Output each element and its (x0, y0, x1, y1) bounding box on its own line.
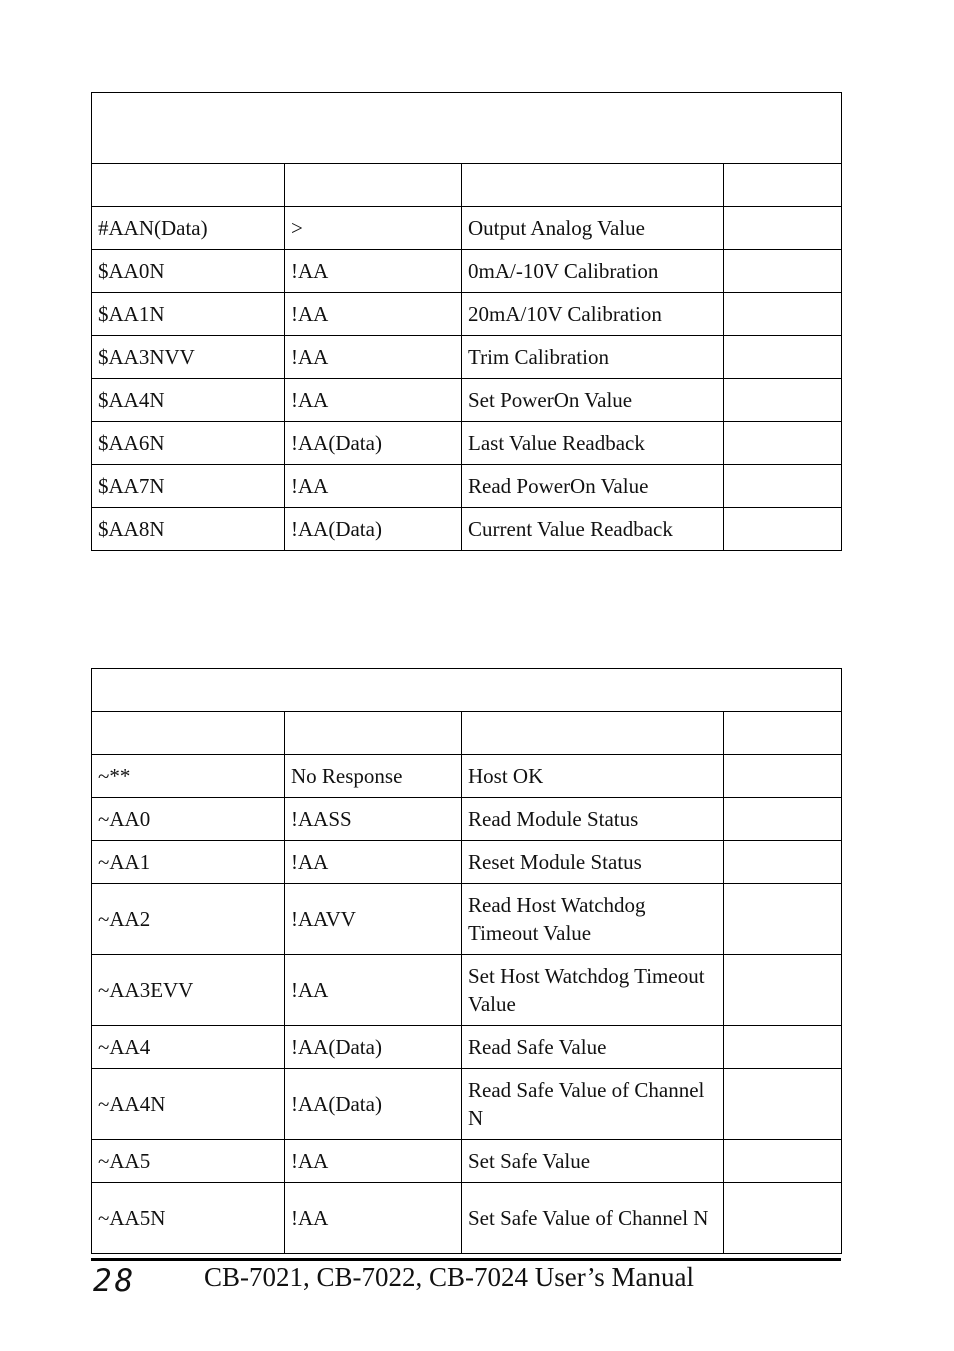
column-header (285, 164, 462, 207)
response-cell: !AA(Data) (285, 1026, 462, 1069)
command-cell: $AA7N (92, 465, 285, 508)
column-header (92, 164, 285, 207)
command-cell: ~AA5 (92, 1140, 285, 1183)
description-cell: Set PowerOn Value (462, 379, 724, 422)
description-cell: Read Safe Value (462, 1026, 724, 1069)
column-header (724, 164, 842, 207)
table-row (92, 955, 842, 1026)
description-cell: Set Safe Value of Channel N (462, 1183, 724, 1254)
table-title (92, 93, 842, 164)
command-cell: $AA4N (92, 379, 285, 422)
response-cell: !AA (285, 465, 462, 508)
command-cell: #AAN(Data) (92, 207, 285, 250)
description-cell: Read Host Watchdog Timeout Value (462, 884, 724, 955)
section-cell (724, 841, 842, 884)
section-cell (724, 336, 842, 379)
section-cell (724, 508, 842, 551)
table-row (92, 1140, 842, 1183)
page-number: 28 (93, 1263, 137, 1299)
response-cell: !AA (285, 336, 462, 379)
description-cell: Set Host Watchdog Timeout Value (462, 955, 724, 1026)
table-header-row (92, 164, 842, 207)
table-row (92, 465, 842, 508)
description-cell: Read PowerOn Value (462, 465, 724, 508)
table-title-row (92, 669, 842, 712)
command-cell: ~AA4N (92, 1069, 285, 1140)
table-header-row (92, 712, 842, 755)
table-row (92, 798, 842, 841)
command-cell: ~AA0 (92, 798, 285, 841)
command-cell: ~** (92, 755, 285, 798)
column-header (724, 712, 842, 755)
response-cell: > (285, 207, 462, 250)
section-cell (724, 250, 842, 293)
response-cell: !AA(Data) (285, 422, 462, 465)
table-row (92, 1069, 842, 1140)
table-row (92, 1026, 842, 1069)
table-row (92, 884, 842, 955)
description-cell: Last Value Readback (462, 422, 724, 465)
section-cell (724, 755, 842, 798)
response-cell: !AA (285, 250, 462, 293)
section-cell (724, 422, 842, 465)
section-cell (724, 293, 842, 336)
command-cell: $AA1N (92, 293, 285, 336)
table-row (92, 841, 842, 884)
description-cell: Read Module Status (462, 798, 724, 841)
table-row (92, 293, 842, 336)
table-row (92, 250, 842, 293)
description-cell: Current Value Readback (462, 508, 724, 551)
table-row (92, 508, 842, 551)
response-cell: !AA (285, 841, 462, 884)
section-cell (724, 1026, 842, 1069)
section-cell (724, 798, 842, 841)
description-cell: Output Analog Value (462, 207, 724, 250)
response-cell: No Response (285, 755, 462, 798)
table-row (92, 755, 842, 798)
description-cell: 0mA/-10V Calibration (462, 250, 724, 293)
section-cell (724, 1183, 842, 1254)
section-cell (724, 465, 842, 508)
response-cell: !AA (285, 955, 462, 1026)
table-title-row (92, 93, 842, 164)
section-cell (724, 1069, 842, 1140)
command-cell: ~AA2 (92, 884, 285, 955)
command-cell: ~AA1 (92, 841, 285, 884)
command-cell: $AA0N (92, 250, 285, 293)
description-cell: Host OK (462, 755, 724, 798)
section-cell (724, 1140, 842, 1183)
command-table-1 (91, 92, 842, 551)
response-cell: !AA (285, 379, 462, 422)
table-row (92, 422, 842, 465)
command-table-2 (91, 668, 842, 1254)
command-cell: ~AA5N (92, 1183, 285, 1254)
footer-divider (91, 1258, 841, 1261)
command-cell: $AA8N (92, 508, 285, 551)
response-cell: !AA (285, 1183, 462, 1254)
column-header (462, 164, 724, 207)
command-cell: $AA3NVV (92, 336, 285, 379)
description-cell: Reset Module Status (462, 841, 724, 884)
description-cell: Trim Calibration (462, 336, 724, 379)
manual-title: CB-7021, CB-7022, CB-7024 User’s Manual (204, 1262, 694, 1292)
response-cell: !AA(Data) (285, 508, 462, 551)
table-row (92, 1183, 842, 1254)
section-cell (724, 884, 842, 955)
table-title (92, 669, 842, 712)
response-cell: !AA (285, 293, 462, 336)
section-cell (724, 207, 842, 250)
response-cell: !AAVV (285, 884, 462, 955)
column-header (462, 712, 724, 755)
table-row (92, 207, 842, 250)
table-row (92, 379, 842, 422)
response-cell: !AA(Data) (285, 1069, 462, 1140)
column-header (92, 712, 285, 755)
response-cell: !AA (285, 1140, 462, 1183)
response-cell: !AASS (285, 798, 462, 841)
column-header (285, 712, 462, 755)
command-cell: ~AA4 (92, 1026, 285, 1069)
description-cell: Read Safe Value of Channel N (462, 1069, 724, 1140)
command-cell: $AA6N (92, 422, 285, 465)
description-cell: 20mA/10V Calibration (462, 293, 724, 336)
command-cell: ~AA3EVV (92, 955, 285, 1026)
section-cell (724, 379, 842, 422)
table-row (92, 336, 842, 379)
section-cell (724, 955, 842, 1026)
description-cell: Set Safe Value (462, 1140, 724, 1183)
